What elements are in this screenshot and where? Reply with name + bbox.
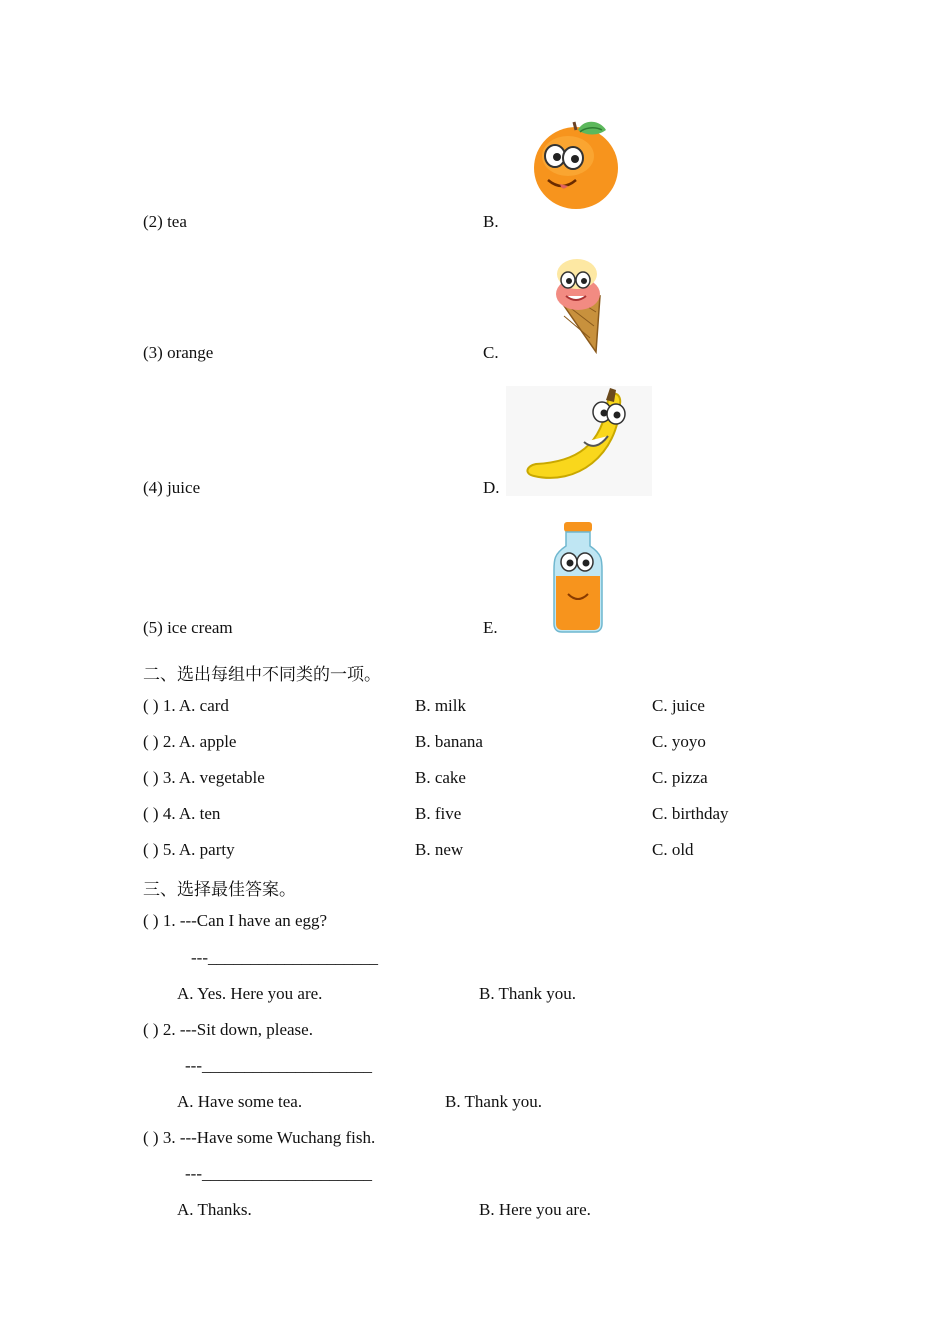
- s3-q3-option-b: B. Here you are.: [479, 1200, 591, 1219]
- s3-q2-answer-blank: ---____________________: [185, 1056, 372, 1075]
- s2-q5: ( ) 5. A. party: [143, 840, 235, 859]
- s2-q4-option-c: C. birthday: [652, 804, 729, 823]
- s2-q4: ( ) 4. A. ten: [143, 804, 221, 823]
- s2-q3-option-b: B. cake: [415, 768, 466, 787]
- s2-q2-option-b: B. banana: [415, 732, 483, 751]
- match-word-juice: (4) juice: [143, 478, 201, 497]
- s2-q4-option-b: B. five: [415, 804, 462, 823]
- s2-q2-option-c: C. yoyo: [652, 732, 706, 751]
- match-word-tea: (2) tea: [143, 212, 187, 231]
- match-letter-e: E.: [483, 618, 498, 637]
- s2-q5-option-b: B. new: [415, 840, 464, 859]
- match-letter-b: B.: [483, 212, 499, 231]
- s3-q3-answer-blank: ---____________________: [185, 1164, 372, 1183]
- s2-q5-option-c: C. old: [652, 840, 694, 859]
- s3-q2-option-b: B. Thank you.: [445, 1092, 542, 1111]
- s2-q2: ( ) 2. A. apple: [143, 732, 237, 751]
- s2-q1: ( ) 1. A. card: [143, 696, 229, 715]
- section2-heading: 二、选出每组中不同类的一项。: [143, 665, 381, 685]
- match-letter-d: D.: [483, 478, 500, 497]
- orange-fruit-picture: [528, 116, 626, 214]
- s3-q1-option-a: A. Yes. Here you are.: [177, 984, 323, 1003]
- s3-q1-answer-blank: ---____________________: [191, 948, 378, 967]
- juice-bottle-picture: [550, 520, 606, 634]
- s2-q1-option-c: C. juice: [652, 696, 705, 715]
- s2-q1-option-b: B. milk: [415, 696, 467, 715]
- s2-q3-option-c: C. pizza: [652, 768, 708, 787]
- s3-q1-option-b: B. Thank you.: [479, 984, 576, 1003]
- s3-q2-option-a: A. Have some tea.: [177, 1092, 303, 1111]
- s3-q1: ( ) 1. ---Can I have an egg?: [143, 911, 328, 930]
- ice-cream-cone-picture: [550, 256, 606, 354]
- s3-q3: ( ) 3. ---Have some Wuchang fish.: [143, 1128, 376, 1147]
- s3-q3-option-a: A. Thanks.: [177, 1200, 252, 1219]
- s2-q3: ( ) 3. A. vegetable: [143, 768, 265, 787]
- s3-q2: ( ) 2. ---Sit down, please.: [143, 1020, 313, 1039]
- match-letter-c: C.: [483, 343, 499, 362]
- section3-heading: 三、选择最佳答案。: [143, 880, 296, 900]
- match-word-ice-cream: (5) ice cream: [143, 618, 233, 637]
- banana-picture: [506, 386, 652, 496]
- match-word-orange: (3) orange: [143, 343, 214, 362]
